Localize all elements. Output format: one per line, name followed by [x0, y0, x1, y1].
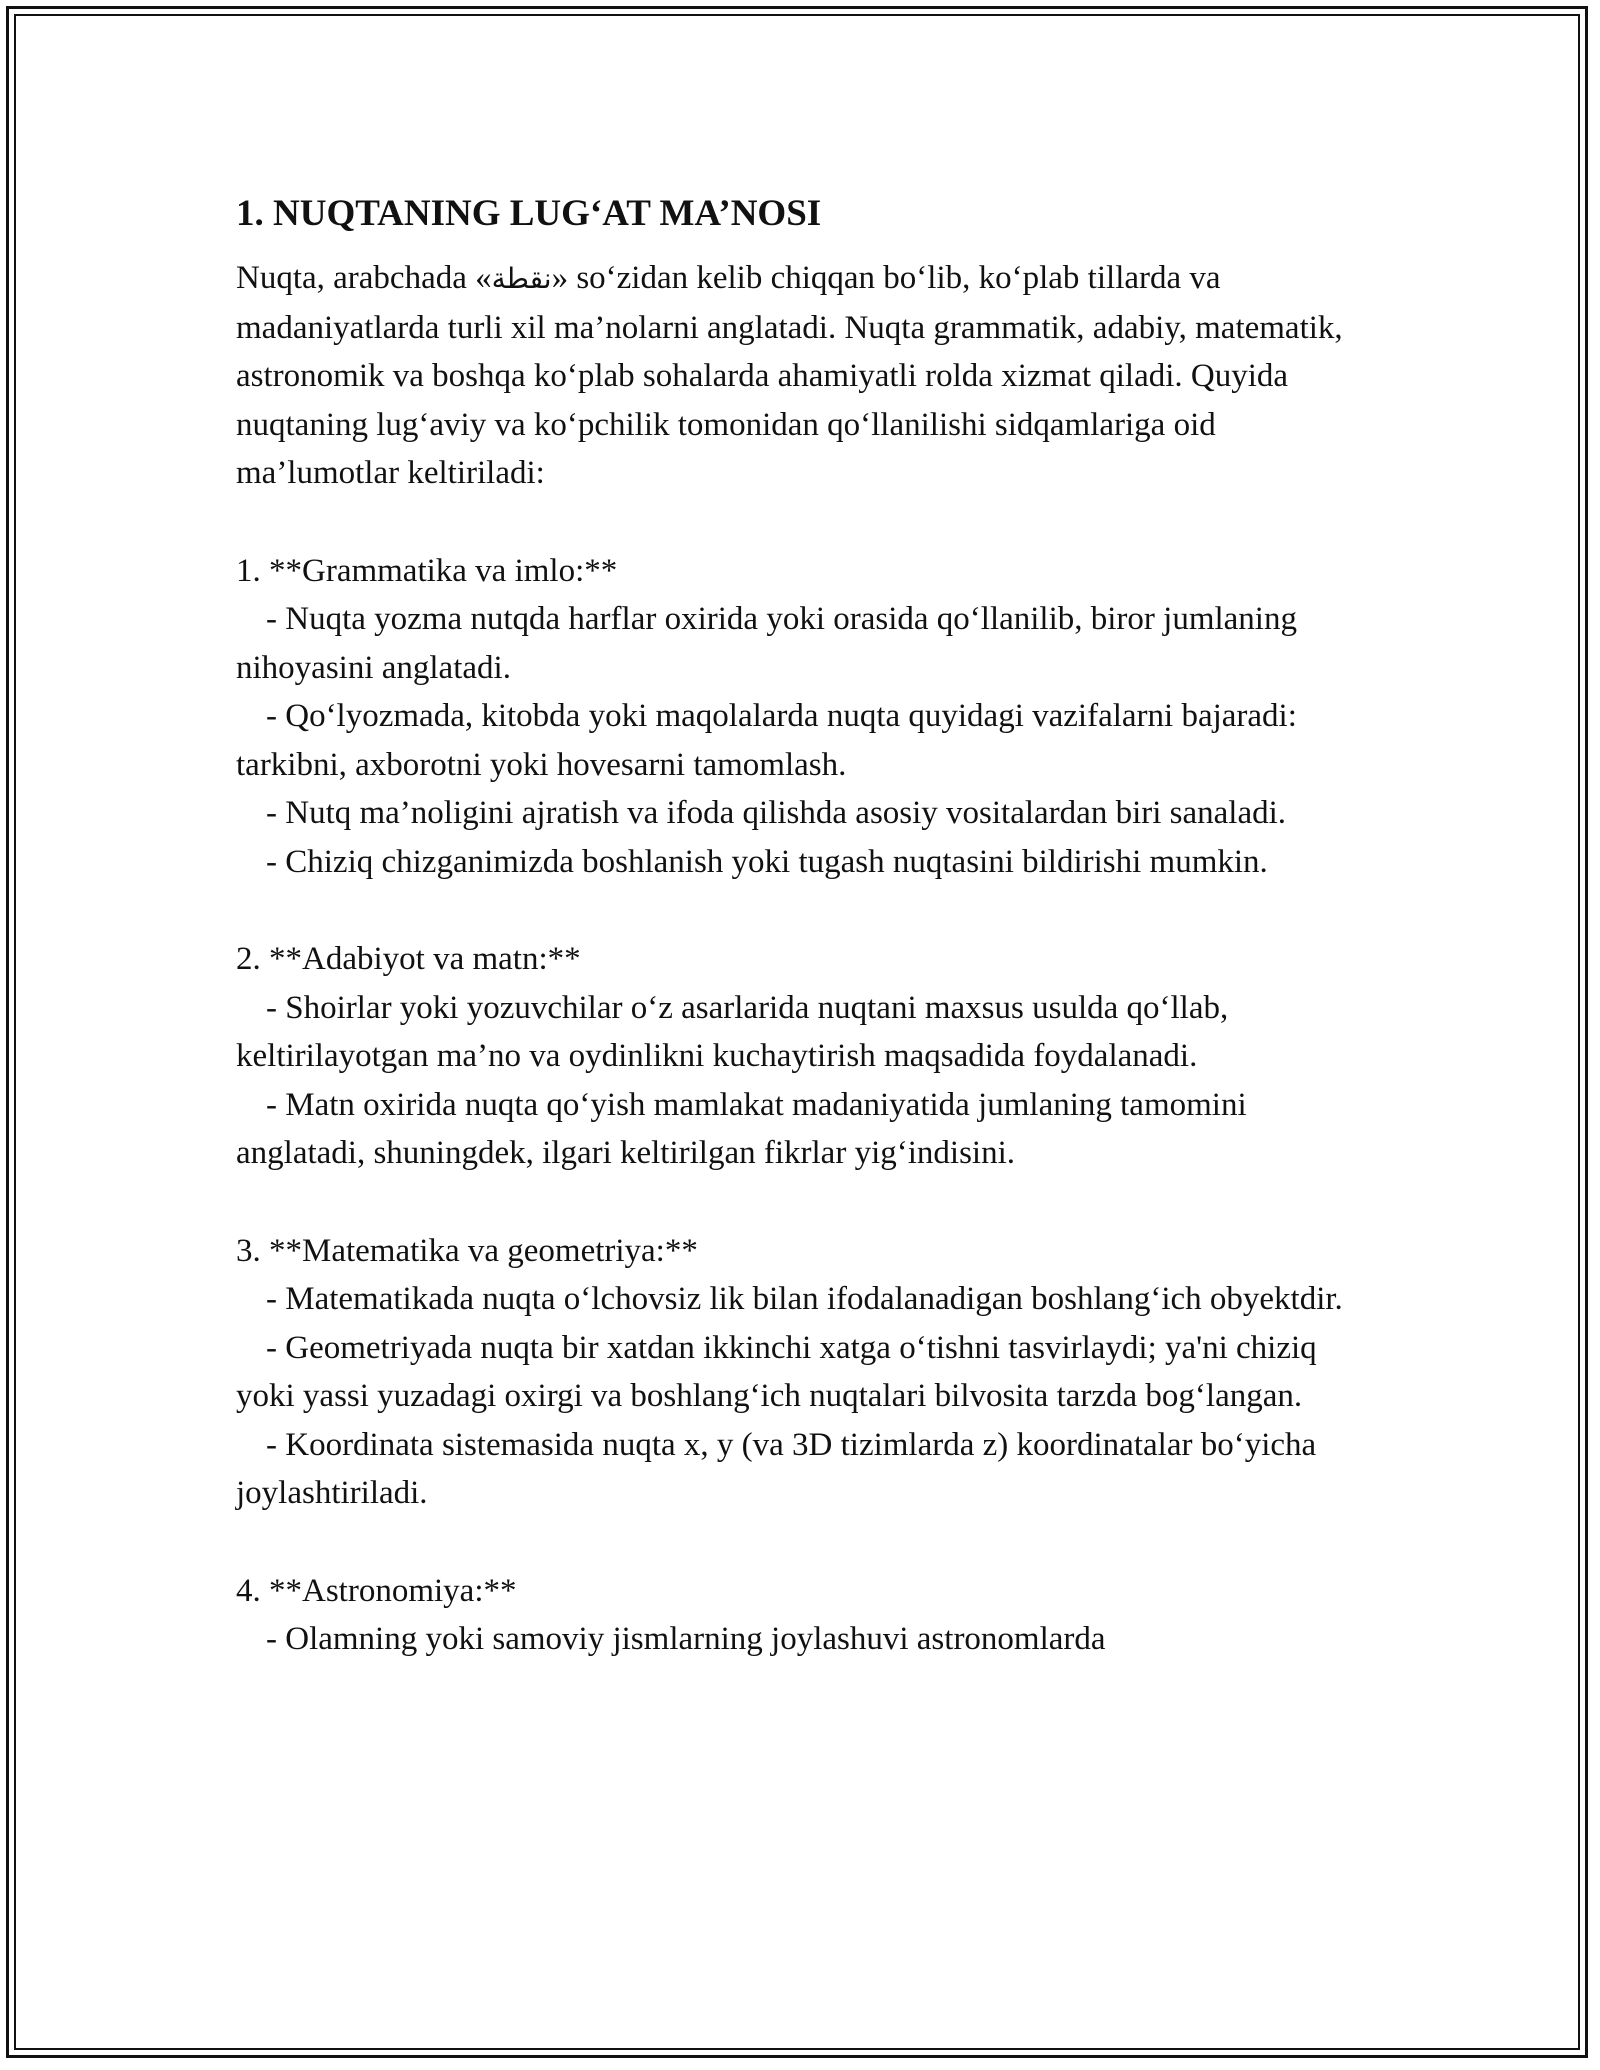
- section-literature: [236, 935, 1366, 1178]
- intro-paragraph: [236, 254, 1366, 498]
- section-heading: 3. **Matematika va geometriya:**: [236, 1232, 698, 1269]
- document-title: 1. NUQTANING LUG‘AT MA’NOSI: [236, 193, 822, 234]
- section-mathematics: [236, 1227, 1366, 1518]
- section-heading: 4. **Astronomiya:**: [236, 1572, 517, 1609]
- list-item: - Geometriyada nuqta bir xatdan ikkinchi xatga o‘tishni tasvirlaydi; ya'ni chiziq yoki yassi yuzadagi oxirgi va boshlang‘ich nuqtalari bilvosita tarzda bog‘langan.: [236, 1329, 1317, 1414]
- arabic-word: نقطة: [491, 262, 552, 295]
- list-item: - Olamning yoki samoviy jismlarning joylashuvi astronomlarda: [266, 1621, 1106, 1657]
- list-item: - Shoirlar yoki yozuvchilar o‘z asarlarida nuqtani maxsus usulda qo‘llab, keltirilayotgan ma’no va oydinlikni kuchaytirish maqsadida foydalanadi.: [236, 989, 1229, 1074]
- intro-text-start: Nuqta, arabchada «: [236, 260, 492, 296]
- list-item: - Matn oxirida nuqta qo‘yish mamlakat madaniyatida jumlaning tamomini anglatadi, shuningdek, ilgari keltirilgan fikrlar yig‘indisini.: [236, 1086, 1247, 1171]
- list-item: - Matematikada nuqta o‘lchovsiz lik bilan ifodalanadigan boshlang‘ich obyektdir.: [266, 1281, 1343, 1317]
- section-grammar: [236, 547, 1366, 887]
- list-item: - Koordinata sistemasida nuqta x, y (va 3D tizimlarda z) koordinatalar bo‘yicha joylashtiriladi.: [236, 1426, 1317, 1511]
- section-heading: 2. **Adabiyot va matn:**: [236, 941, 581, 977]
- document-body: [236, 186, 1366, 1664]
- list-item: - Nuqta yozma nutqda harflar oxirida yoki orasida qo‘llanilib, biror jumlaning nihoyasini anglatadi.: [236, 601, 1297, 686]
- list-item: - Qo‘lyozmada, kitobda yoki maqolalarda nuqta quyidagi vazifalarni bajaradi: tarkibni, axborotni yoki hovesarni tamomlash.: [236, 698, 1297, 783]
- list-item: - Chiziq chizganimizda boshlanish yoki tugash nuqtasini bildirishi mumkin.: [266, 843, 1268, 880]
- section-heading: 1. **Grammatika va imlo:**: [236, 552, 618, 589]
- list-item: - Nutq ma’noligini ajratish va ifoda qilishda asosiy vositalardan biri sanaladi.: [266, 795, 1287, 831]
- intro-text-rest: » so‘zidan kelib chiqqan bo‘lib, ko‘plab tillarda va madaniyatlarda turli xil ma’nolarni anglatadi. Nuqta grammatik, adabiy, matematik, astronomik va boshqa ko‘plab sohalarda ahamiyatli rolda xizmat qiladi. Quyida nuqtaning lug‘aviy va ko‘pchilik tomonidan qo‘llanilishi sidqamlariga oid ma’lumotlar keltiriladi:: [236, 260, 1343, 491]
- section-astronomy: [236, 1567, 1366, 1664]
